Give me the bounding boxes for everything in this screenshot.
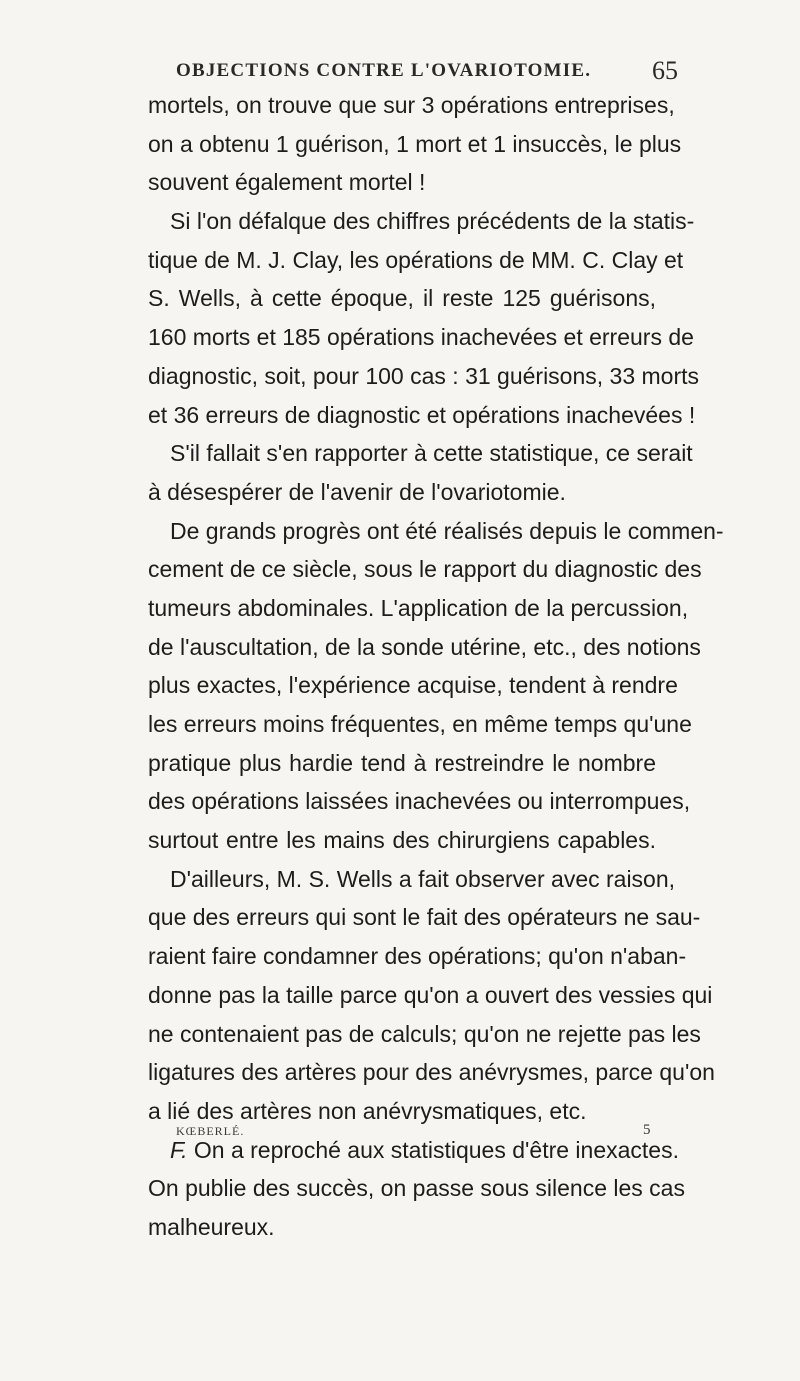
text-line: On publie des succès, on passe sous silence les cas [148, 1175, 685, 1202]
text-line: ne contenaient pas de calculs; qu'on ne rejette pas les [148, 1020, 701, 1047]
text-line: a lié des artères non anévrysmatiques, etc. [148, 1097, 587, 1124]
text-line: tumeurs abdominales. L'application de la percussion, [148, 594, 689, 621]
text-line: Si l'on défalque des chiffres précédents de la statis- [170, 208, 695, 235]
text-line: pratique plus hardie tend à restreindre le nombre [148, 749, 656, 776]
text-line: De grands progrès ont été réalisés depuis le commen- [170, 517, 724, 544]
text-line: et 36 erreurs de diagnostic et opérations inachevées ! [148, 401, 696, 428]
running-header [0, 56, 800, 86]
text-line: 160 morts et 185 opérations inachevées et erreurs de [148, 324, 694, 351]
text-line: les erreurs moins fréquentes, en même temps qu'une [148, 711, 692, 737]
text-line: raient faire condamner des opérations; qu'on n'aban- [148, 943, 687, 970]
text-line: que des erreurs qui sont le fait des opérateurs ne sau- [148, 904, 701, 931]
text-line: cement de ce siècle, sous le rapport du diagnostic des [148, 556, 702, 583]
text-line: mortels, on trouve que sur 3 opérations entreprises, [148, 92, 675, 118]
text-line: souvent également mortel ! [148, 169, 426, 196]
text-line: de l'auscultation, de la sonde utérine, etc., des notions [148, 633, 701, 660]
text-line: S. Wells, à cette époque, il reste 125 guérisons, [148, 285, 656, 312]
running-title: OBJECTIONS CONTRE L'OVARIOTOMIE. [176, 60, 592, 81]
text-line: malheureux. [148, 1213, 275, 1240]
section-text: On a reproché aux statistiques d'être inexactes. [193, 1136, 679, 1163]
text-line: à désespérer de l'avenir de l'ovariotomie. [148, 478, 566, 505]
text-line: D'ailleurs, M. S. Wells a fait observer avec raison, [170, 865, 676, 892]
text-line: ligatures des artères pour des anévrysmes, parce qu'on [148, 1059, 715, 1086]
text-line: donne pas la taille parce qu'on a ouvert des vessies qui [148, 981, 713, 1008]
text-line: tique de M. J. Clay, les opérations de MM. C. Clay et [148, 246, 684, 273]
text-line: diagnostic, soit, pour 100 cas : 31 guérisons, 33 morts [148, 362, 700, 389]
page-footer [0, 1124, 800, 1146]
sheet-number: 5 [643, 1122, 651, 1138]
section-letter: F. [170, 1136, 188, 1163]
text-line: on a obtenu 1 guérison, 1 mort et 1 insuccès, le plus [148, 130, 682, 157]
page-number: 65 [652, 56, 678, 85]
text-line: des opérations laissées inachevées ou interrompues, [148, 788, 691, 815]
body-text [148, 86, 724, 1247]
text-line: S'il fallait s'en rapporter à cette statistique, ce serait [170, 440, 693, 467]
text-line: plus exactes, l'expérience acquise, tendent à rendre [148, 672, 678, 699]
text-line: surtout entre les mains des chirurgiens capables. [148, 827, 656, 854]
printer-signature: KŒBERLÉ. [176, 1124, 245, 1138]
